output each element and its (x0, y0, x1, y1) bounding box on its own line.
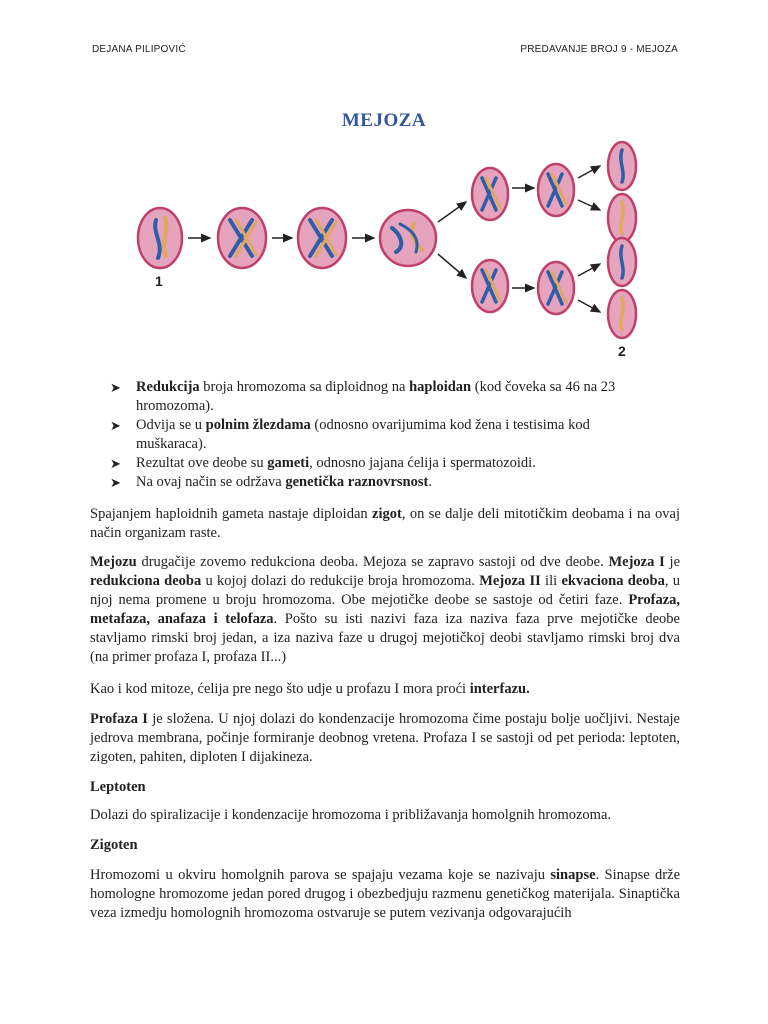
page-title: MEJOZA (341, 110, 427, 131)
paragraph-zigot: Spajanjem haploidnih gameta nastaje diploidan zigot, on se dalje deli mitotičkim deobama i na ovaj način organizam raste. (90, 506, 680, 541)
header-lecture: PREDAVANJE BROJ 9 - MEJOZA (520, 44, 678, 55)
cell-6a (538, 164, 574, 216)
arrow (578, 300, 600, 312)
cell-3 (298, 208, 346, 268)
arrow (578, 166, 600, 178)
arrow-bullet-icon: ➤ (110, 380, 121, 395)
arrow-bullet-icon: ➤ (110, 475, 121, 490)
cell-1 (138, 208, 182, 268)
bullet-list (110, 378, 630, 492)
figure-label-1: 1 (155, 273, 163, 289)
gamete-cell (608, 194, 636, 242)
gamete-cell (608, 238, 636, 286)
gamete-cell (608, 290, 636, 338)
heading-leptoten: Leptoten (90, 779, 146, 795)
cell-5a (472, 168, 508, 220)
paragraph-profaza: Profaza I je složena. U njoj dolazi do kondenzacije hromozoma čime postaju bolje uočljivi. Nestaje jedrova membrana, počinje formiranje deobnog vretena. Profaza I se sastoji od pet perioda: leptoten, zigoten, pahiten, diploten I dijakineza. (90, 711, 680, 765)
cell-2 (218, 208, 266, 268)
arrow (438, 254, 466, 278)
bullet-item: ➤ Na ovaj način se održava genetička raznovrsnost. (110, 474, 432, 490)
cell-5b (472, 260, 508, 312)
paragraph-zigoten: Hromozomi u okviru homolgnih parova se spajaju vezama koje se nazivaju sinapse. Sinapse drže homologne hromozome jedan pored drugog i obezbedjuju razmenu genetičkog materijala. Sinaptička veza izmedju homolognih hromozoma ostvaruje se putem vezivanja odgovarajućih (90, 867, 681, 921)
bullet-item: ➤ Rezultat ove deobe su gameti, odnosno jajana ćelija i spermatozoidi. (110, 455, 536, 471)
bullet-item: ➤ Odvija se u polnim žlezdama (odnosno ovarijumima kod žena i testisima kod muškaraca). (110, 417, 590, 452)
header-author: DEJANA PILIPOVIĆ (92, 44, 186, 55)
arrow (578, 264, 600, 276)
figure-label-2: 2 (618, 343, 626, 359)
heading-zigoten: Zigoten (90, 837, 138, 853)
meiosis-diagram (130, 138, 650, 363)
paragraph-mejoza: Mejozu drugačije zovemo redukciona deoba. Mejoza se zapravo sastoji od dve deobe. Mejoza I je redukciona deoba u kojoj dolazi do redukcije broja hromozoma. Mejoza II ili ekvaciona deoba, u njoj nema promene u broju hromozoma. Obe mejotičke deobe se sastoje od četiri faze. Profaza, metafaza, anafaza i telofaza. Pošto su isti nazivi faza iza naziva faza prve mejotičke deobe stavljamo rimski broj jedan, a iza naziva faze u drugoj mejotičkoj deobi stavljamo rimski broj dva (na primer profaza I, profaza II...) (90, 554, 681, 665)
paragraph-interfaza: Kao i kod mitoze, ćelija pre nego što udje u profazu I mora proći interfazu. (90, 681, 530, 697)
gamete-cell (608, 142, 636, 190)
arrow (438, 202, 466, 222)
arrow-bullet-icon: ➤ (110, 456, 121, 471)
paragraph-leptoten: Dolazi do spiralizacije i kondenzacije hromozoma i približavanja homolgnih hromozoma. (90, 807, 612, 823)
bullet-item: ➤ Redukcija broja hromozoma sa diploidnog na haploidan (kod čoveka sa 46 na 23 hromozoma). (110, 379, 616, 414)
cell-6b (538, 262, 574, 314)
arrow-bullet-icon: ➤ (110, 418, 121, 433)
arrow (578, 200, 600, 210)
cell-4 (380, 210, 436, 266)
